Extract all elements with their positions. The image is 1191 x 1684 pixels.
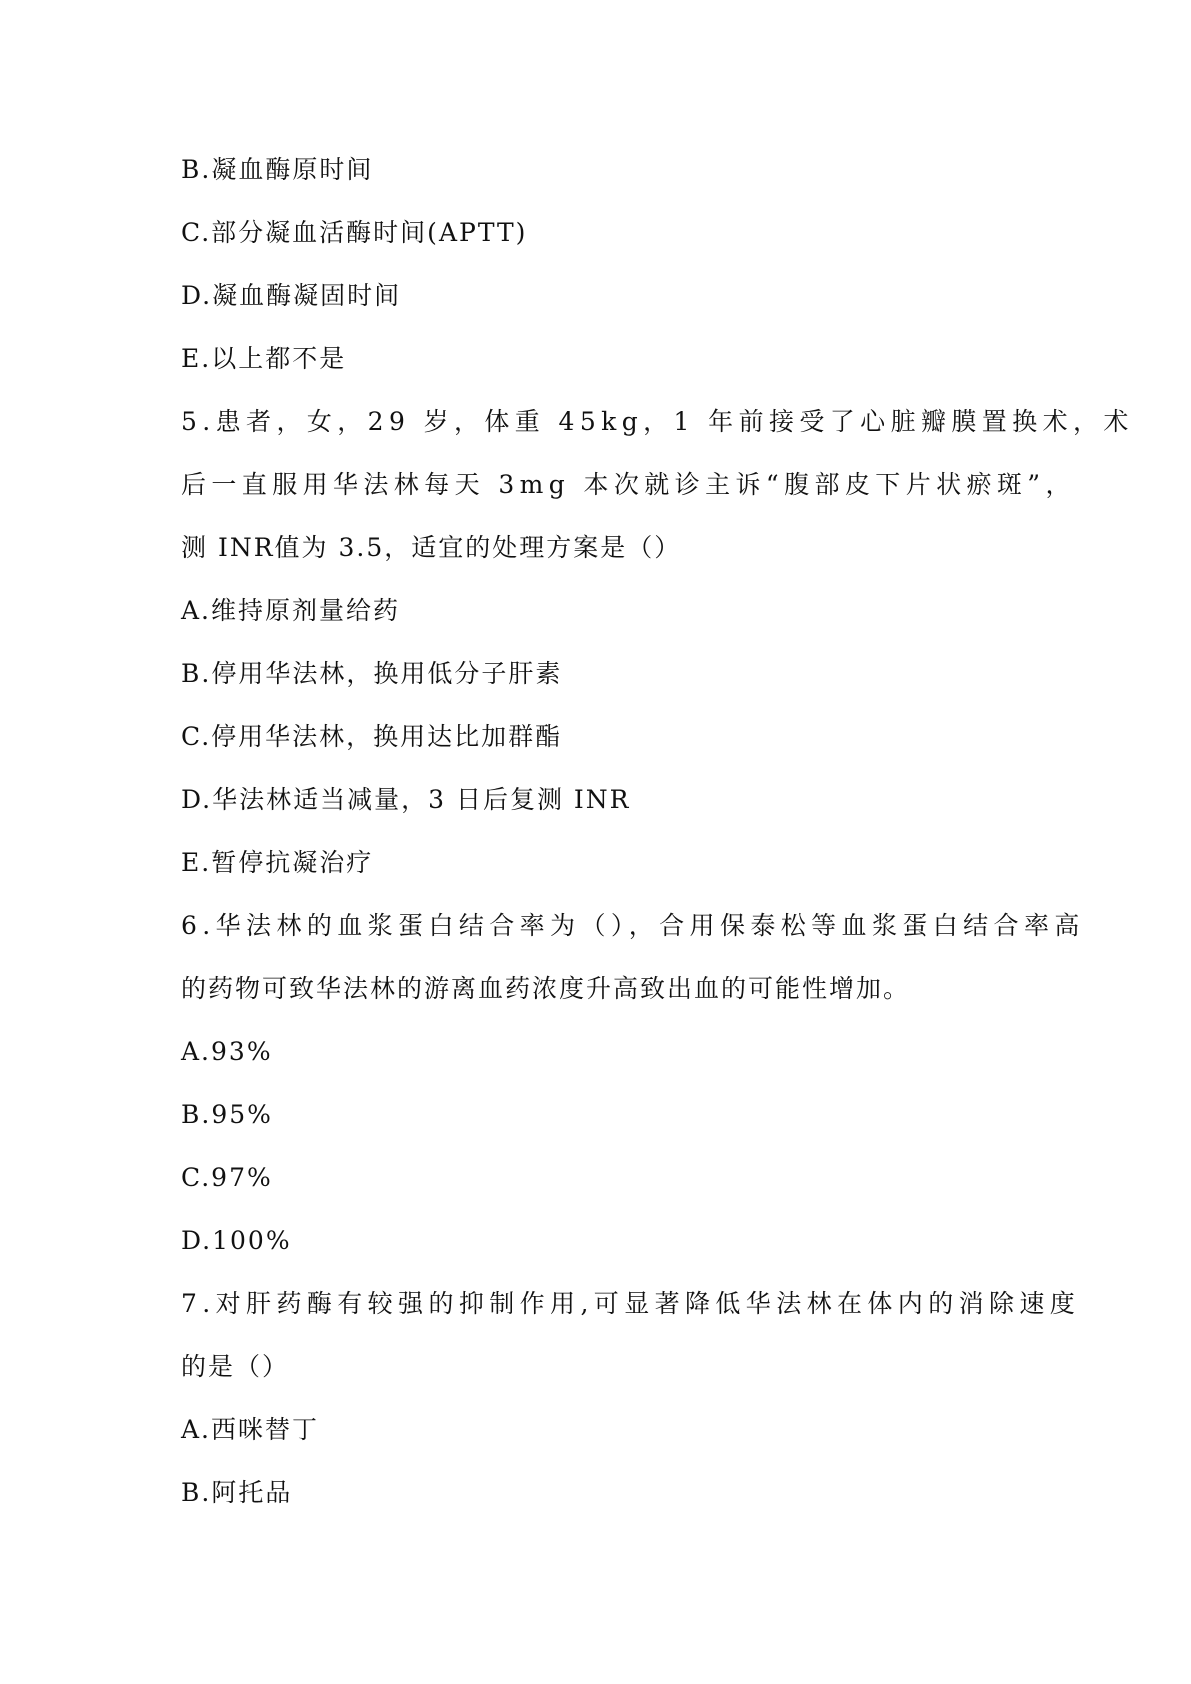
q7-option-a: A.西咪替丁: [181, 1415, 320, 1444]
question-5-line-1: 5.患者，女，29 岁，体重 45kg，1 年前接受了心脏瓣膜置换术，术: [181, 407, 1134, 436]
option-d-thrombin-clotting-time: D.凝血酶凝固时间: [181, 281, 402, 310]
q6-option-c: C.97%: [181, 1163, 273, 1192]
q6-option-a: A.93%: [181, 1037, 273, 1066]
option-b-prothrombin-time: B.凝血酶原时间: [181, 155, 374, 184]
q6-option-b: B.95%: [181, 1100, 273, 1129]
question-6-line-1: 6.华法林的血浆蛋白结合率为（），合用保泰松等血浆蛋白结合率高: [181, 911, 1085, 940]
q5-option-e: E.暂停抗凝治疗: [181, 848, 374, 877]
q5-option-c: C.停用华法林，换用达比加群酯: [181, 722, 563, 751]
question-5-line-3: 测 INR值为 3.5，适宜的处理方案是（）: [181, 533, 682, 562]
q6-option-d: D.100%: [181, 1226, 292, 1255]
question-7-line-2: 的是（）: [181, 1352, 290, 1381]
question-7-line-1: 7.对肝药酶有较强的抑制作用,可显著降低华法林在体内的消除速度: [181, 1289, 1081, 1318]
option-c-aptt: C.部分凝血活酶时间(APTT): [181, 218, 528, 247]
option-e-none: E.以上都不是: [181, 344, 347, 373]
question-5-line-2: 后一直服用华法林每天 3mg 本次就诊主诉“腹部皮下片状瘀斑”，: [181, 470, 1076, 499]
question-6-line-2: 的药物可致华法林的游离血药浓度升高致出血的可能性增加。: [181, 974, 911, 1003]
q5-option-a: A.维持原剂量给药: [181, 596, 401, 625]
q5-option-d: D.华法林适当减量，3 日后复测 INR: [181, 785, 631, 814]
q7-option-b: B.阿托品: [181, 1478, 293, 1507]
q5-option-b: B.停用华法林，换用低分子肝素: [181, 659, 563, 688]
